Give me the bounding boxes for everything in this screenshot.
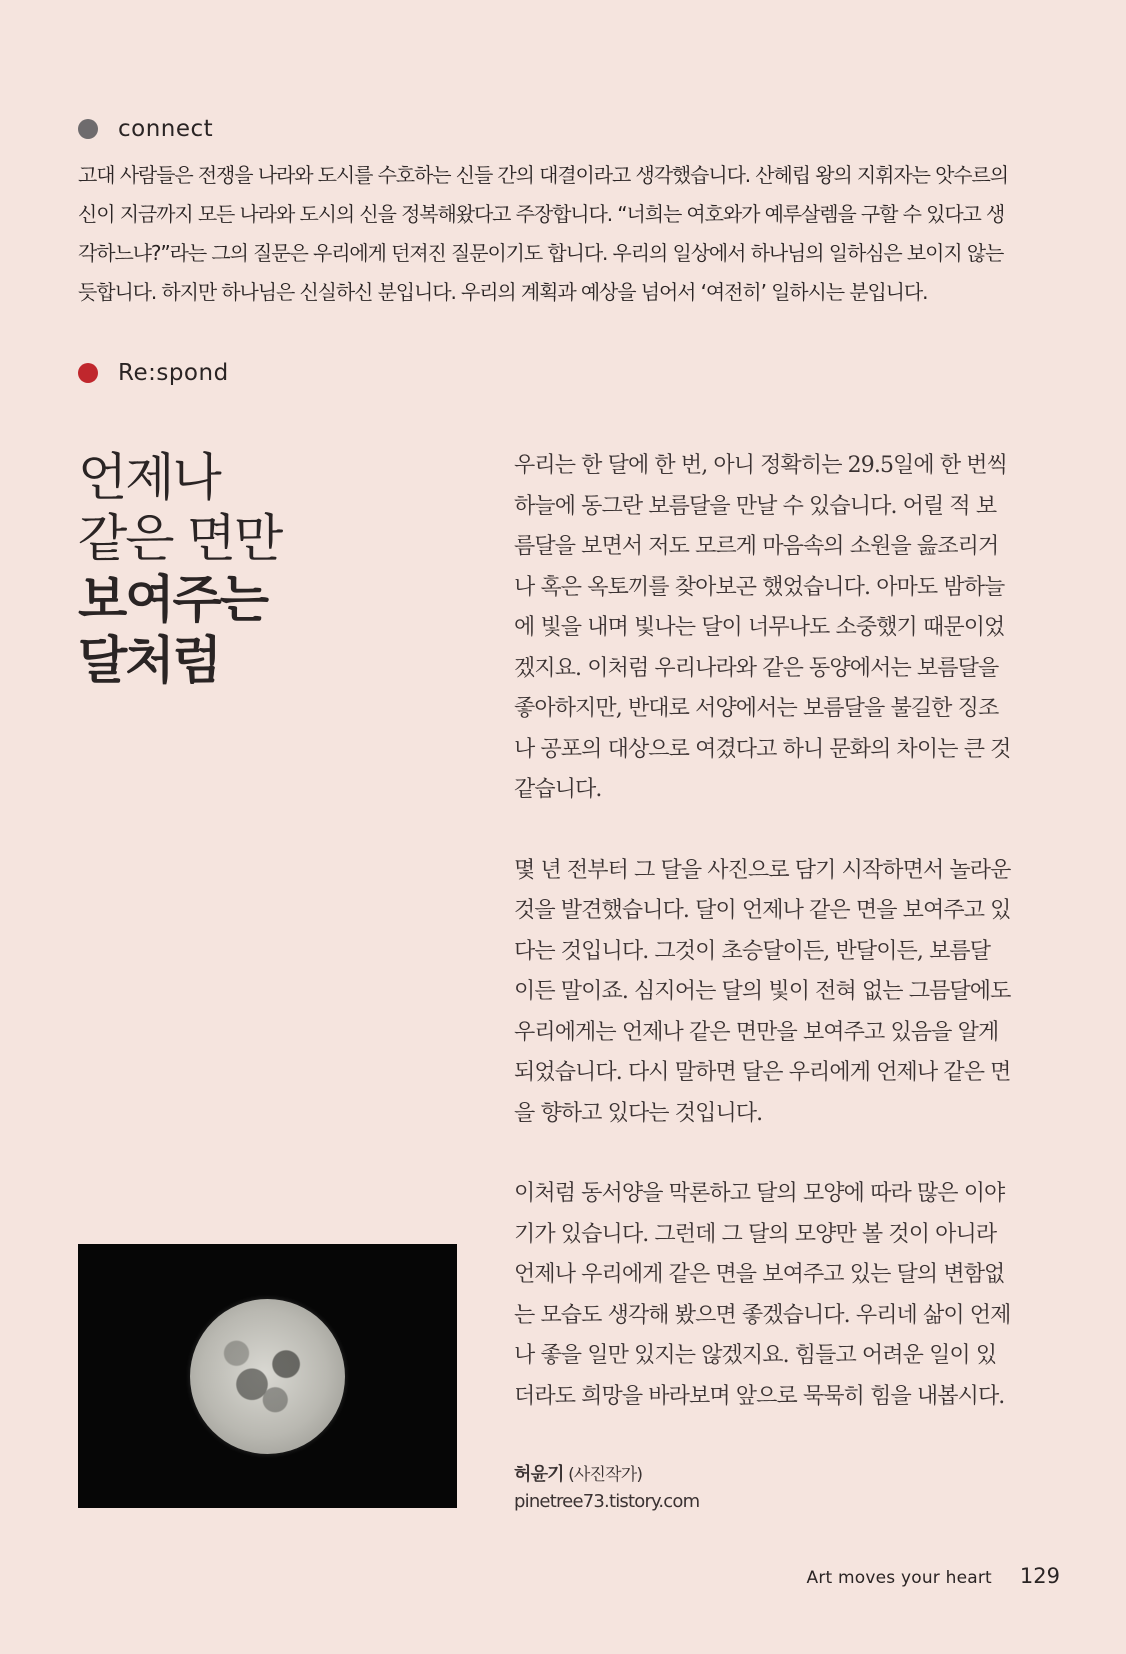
- headline-line: 언제나: [78, 449, 220, 508]
- headline-line: 같은 면만: [78, 510, 282, 569]
- article-paragraph: [514, 446, 1046, 811]
- connect-line: 신이 지금까지 모든 나라와 도시의 신을 정복해왔다고 주장합니다. “너희는 여호와가 예루살렘을 구할 수 있다고 생: [78, 202, 1005, 226]
- connect-label: connect: [118, 116, 214, 142]
- connect-section-heading: [78, 116, 213, 142]
- page-footer: [807, 1564, 1060, 1588]
- respond-section-heading: [78, 360, 229, 386]
- article-line: 우리는 한 달에 한 번, 아니 정확히는 29.5일에 한 번씩: [514, 453, 1008, 478]
- article-line: 우리에게는 언제나 같은 면만을 보여주고 있음을 알게: [514, 1019, 999, 1045]
- article-line: 이든 말이죠. 심지어는 달의 빛이 전혀 없는 그믐달에도: [514, 979, 1011, 1004]
- article-line: 을 향하고 있다는 것입니다.: [514, 1100, 763, 1126]
- article-line: 나 혹은 옥토끼를 찾아보곤 했었습니다. 아마도 밤하늘: [514, 574, 1005, 600]
- photographer-url: pinetree73.tistory.com: [514, 1491, 700, 1512]
- connect-line: 듯합니다. 하지만 하나님은 신실하신 분입니다. 우리의 계획과 예상을 넘어서 ‘여전히’ 일하시는 분입니다.: [78, 280, 928, 304]
- respond-label: Re:spond: [118, 360, 229, 386]
- article-line: 에 빛을 내며 빛나는 달이 너무나도 소중했기 때문이었: [514, 615, 1005, 640]
- article-line: 나 공포의 대상으로 여겼다고 하니 문화의 차이는 큰 것: [514, 736, 1011, 762]
- article-line: 다는 것입니다. 그것이 초승달이든, 반달이든, 보름달: [514, 938, 991, 964]
- full-moon-image: [190, 1299, 345, 1454]
- article-line: 나 좋을 일만 있지는 않겠지요. 힘들고 어려운 일이 있: [514, 1343, 997, 1368]
- connect-body: [78, 156, 1046, 312]
- article-body: [514, 446, 1046, 1457]
- article-line: 언제나 우리에게 같은 면을 보여주고 있는 달의 변함없: [514, 1262, 1005, 1287]
- article-line: 더라도 희망을 바라보며 앞으로 묵묵히 힘을 내봅시다.: [514, 1383, 1005, 1409]
- article-line: 겠지요. 이처럼 우리나라와 같은 동양에서는 보름달을: [514, 655, 999, 681]
- article-line: 같습니다.: [514, 777, 602, 802]
- page-number: 129: [1019, 1564, 1060, 1588]
- article-paragraph: [514, 1174, 1046, 1417]
- connect-line: 각하느냐?”라는 그의 질문은 우리에게 던져진 질문이기도 합니다. 우리의 일상에서 하나님의 일하심은 보이지 않는: [78, 241, 1004, 265]
- respond-dot-icon: [78, 363, 98, 383]
- moon-photo: [78, 1244, 457, 1508]
- article-line: 하늘에 동그란 보름달을 만날 수 있습니다. 어릴 적 보: [514, 493, 997, 519]
- article-paragraph: [514, 851, 1046, 1135]
- photographer-name: 허윤기: [514, 1464, 564, 1485]
- article-line: 되었습니다. 다시 말하면 달은 우리에게 언제나 같은 면: [514, 1060, 1011, 1085]
- photographer-role: (사진작가): [568, 1465, 643, 1485]
- article-line: 기가 있습니다. 그런데 그 달의 모양만 볼 것이 아니라: [514, 1221, 997, 1247]
- headline-line-bold: 보여주는: [78, 570, 268, 630]
- footer-tagline: Art moves your heart: [806, 1568, 992, 1588]
- connect-dot-icon: [78, 119, 98, 139]
- article-line: 름달을 보면서 저도 모르게 마음속의 소원을 읊조리거: [514, 534, 999, 559]
- article-line: 좋아하지만, 반대로 서양에서는 보름달을 불길한 징조: [514, 696, 999, 721]
- article-line: 것을 발견했습니다. 달이 언제나 같은 면을 보여주고 있: [514, 898, 1011, 923]
- article-line: 이처럼 동서양을 막론하고 달의 모양에 따라 많은 이야: [514, 1181, 1005, 1206]
- connect-line: 고대 사람들은 전쟁을 나라와 도시를 수호하는 신들 간의 대결이라고 생각했습니다. 산헤립 왕의 지휘자는 앗수르의: [78, 163, 1008, 187]
- photographer-credit: [514, 1460, 699, 1512]
- article-line: 몇 년 전부터 그 달을 사진으로 담기 시작하면서 놀라운: [514, 857, 1011, 883]
- headline-line-bold: 달처럼: [78, 631, 220, 691]
- article-headline: [78, 448, 281, 692]
- article-line: 는 모습도 생각해 봤으면 좋겠습니다. 우리네 삶이 언제: [514, 1302, 1011, 1328]
